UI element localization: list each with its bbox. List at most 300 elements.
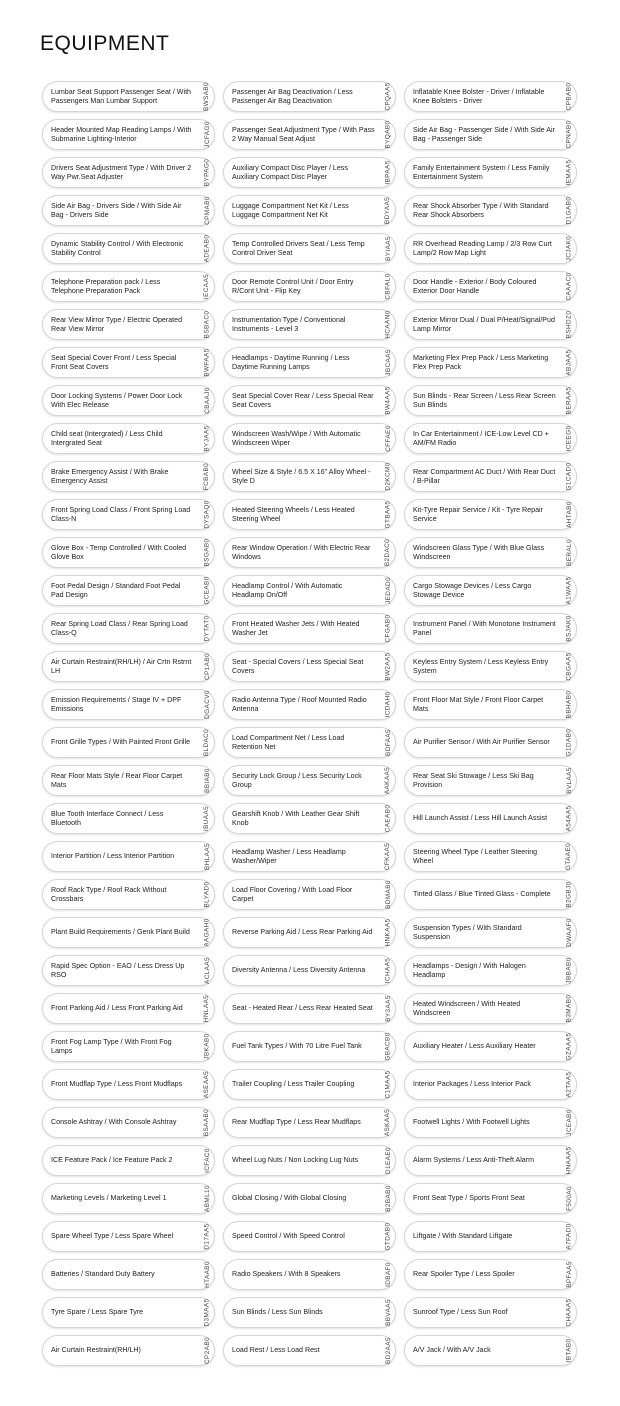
- equipment-description: Family Entertainment System / Less Family Entertainment System: [413, 163, 550, 181]
- equipment-card: [404, 309, 577, 340]
- equipment-description: Keyless Entry System / Less Keyless Entry System: [413, 657, 549, 675]
- equipment-description: Front Floor Mat Style / Front Floor Carpet Mats: [413, 695, 544, 713]
- equipment-code: IDBAF0: [384, 1262, 392, 1287]
- equipment-code: HNLAA5: [203, 994, 211, 1023]
- equipment-card: [404, 1183, 577, 1214]
- equipment-card: [223, 309, 396, 340]
- equipment-code: DYSAQ0: [203, 500, 211, 529]
- equipment-code-wrap: [562, 1108, 576, 1137]
- equipment-card: [223, 651, 396, 682]
- equipment-code: CP1AB0: [203, 653, 211, 680]
- equipment-code-wrap: [562, 234, 576, 263]
- equipment-code: CBFAL0: [384, 273, 392, 300]
- equipment-description: Passenger Air Bag Deactivation / Less Passenger Air Bag Deactivation: [232, 87, 353, 105]
- equipment-card: [404, 1221, 577, 1252]
- equipment-card: [223, 1183, 396, 1214]
- equipment-code: ASEAA5: [203, 1070, 211, 1099]
- equipment-code: BBVAA5: [384, 1299, 392, 1326]
- equipment-code: AAGAH0: [203, 918, 211, 947]
- equipment-code: JEDAD0: [384, 577, 392, 604]
- equipment-description: Instrumentation Type / Conventional Instruments - Level 3: [232, 315, 346, 333]
- equipment-description: In Car Entertainment / ICE-Low Level CD + AM/FM Radio: [413, 429, 549, 447]
- equipment-description: Headlamp Control / With Automatic Headlamp On/Off: [232, 581, 343, 599]
- equipment-code-wrap: [200, 120, 214, 149]
- equipment-card: [223, 81, 396, 112]
- equipment-card: [404, 157, 577, 188]
- equipment-code: A1WAA5: [565, 576, 573, 605]
- equipment-description: Heated Windscreen / With Heated Windscreen: [413, 999, 521, 1017]
- equipment-card: [223, 537, 396, 568]
- equipment-description: Headlamp Washer / Less Headlamp Washer/Wiper: [232, 847, 346, 865]
- equipment-code-wrap: [200, 1108, 214, 1137]
- equipment-code: CFKAA5: [384, 842, 392, 871]
- equipment-code: GBACB0: [384, 1032, 392, 1061]
- equipment-description: Tyre Spare / Less Spare Tyre: [51, 1308, 144, 1316]
- equipment-card: [223, 955, 396, 986]
- equipment-card: [42, 613, 215, 644]
- equipment-description: Front Grille Types / With Painted Front Grille: [51, 738, 191, 746]
- equipment-description: Interior Partition / Less Interior Partition: [51, 852, 175, 860]
- equipment-code-wrap: [381, 196, 395, 225]
- equipment-code-wrap: [200, 956, 214, 985]
- equipment-grid: [42, 81, 577, 1366]
- equipment-code: DYTAT0: [203, 615, 211, 642]
- equipment-description: Front Spring Load Class / Front Spring Load Class-N: [51, 505, 191, 523]
- page-title: EQUIPMENT: [40, 32, 170, 55]
- equipment-description: Suspension Types / With Standard Suspension: [413, 923, 522, 941]
- equipment-card: [42, 347, 215, 378]
- equipment-code: BW4AA5: [384, 386, 392, 415]
- equipment-code-wrap: [562, 386, 576, 415]
- equipment-card: [404, 271, 577, 302]
- equipment-code: DWAAF0: [565, 918, 573, 947]
- equipment-code-wrap: [200, 1146, 214, 1175]
- equipment-card: [42, 1183, 215, 1214]
- equipment-code: BYPAG0: [203, 158, 211, 187]
- equipment-description: Hill Launch Assist / Less Hill Launch Assist: [413, 814, 548, 822]
- equipment-code-wrap: [381, 804, 395, 833]
- equipment-description: Rear Mudflap Type / Less Rear Mudflaps: [232, 1118, 361, 1126]
- equipment-card: [42, 271, 215, 302]
- equipment-description: Door Locking Systems / Power Door Lock With Elec Release: [51, 391, 183, 409]
- equipment-card: [404, 537, 577, 568]
- equipment-description: Side Air Bag - Drivers Side / With Side Air Bag - Drivers Side: [51, 201, 182, 219]
- equipment-code-wrap: [381, 1336, 395, 1365]
- equipment-card: [223, 613, 396, 644]
- equipment-code-wrap: [381, 614, 395, 643]
- equipment-code: JBBAB0: [565, 957, 573, 984]
- equipment-code: CP2AB0: [203, 1337, 211, 1364]
- equipment-description: Rear Spoiler Type / Less Spoiler: [413, 1270, 515, 1278]
- equipment-card: [42, 1297, 215, 1328]
- equipment-code: ICDAH0: [384, 691, 392, 718]
- equipment-card: [42, 233, 215, 264]
- equipment-code: D17AA5: [203, 1223, 211, 1250]
- equipment-code-wrap: [200, 614, 214, 643]
- equipment-code-wrap: [381, 576, 395, 605]
- equipment-code-wrap: [200, 462, 214, 491]
- equipment-code: BYJAA5: [203, 425, 211, 452]
- equipment-card: [223, 347, 396, 378]
- equipment-description: Brake Emergency Assist / With Brake Emergency Assist: [51, 467, 169, 485]
- equipment-card: [404, 917, 577, 948]
- equipment-card: [404, 81, 577, 112]
- equipment-code: ABML10: [203, 1185, 211, 1212]
- equipment-card: [42, 119, 215, 150]
- equipment-code-wrap: [562, 272, 576, 301]
- equipment-card: [404, 1031, 577, 1062]
- equipment-code-wrap: [562, 1298, 576, 1327]
- equipment-card: [223, 1031, 396, 1062]
- equipment-description: Passenger Seat Adjustment Type / With Pass 2 Way Manual Seat Adjust: [232, 125, 375, 143]
- equipment-code-wrap: [562, 1184, 576, 1213]
- equipment-description: Rear Spring Load Class / Rear Spring Load Class-Q: [51, 619, 188, 637]
- equipment-code-wrap: [381, 1298, 395, 1327]
- equipment-description: Door Remote Control Unit / Door Entry R/Cont Unit - Flip Key: [232, 277, 354, 295]
- equipment-description: ICE Feature Pack / Ice Feature Pack 2: [51, 1156, 173, 1164]
- equipment-code-wrap: [200, 994, 214, 1023]
- equipment-description: Batteries / Standard Duty Battery: [51, 1270, 155, 1278]
- equipment-code-wrap: [381, 918, 395, 947]
- equipment-code: ADEAB0: [203, 234, 211, 263]
- equipment-code: DGACV0: [203, 690, 211, 719]
- equipment-code: BDFAA5: [384, 729, 392, 756]
- equipment-description: Seat Special Cover Rear / Less Special Rear Seat Covers: [232, 391, 374, 409]
- equipment-code: HCAAN0: [384, 310, 392, 339]
- equipment-code: ICFAC0: [203, 1148, 211, 1173]
- equipment-code: BVLAA5: [565, 767, 573, 794]
- equipment-code-wrap: [562, 652, 576, 681]
- equipment-card: [404, 651, 577, 682]
- equipment-card: [223, 385, 396, 416]
- equipment-card: [223, 1259, 396, 1290]
- equipment-card: [404, 803, 577, 834]
- equipment-card: [42, 765, 215, 796]
- equipment-description: Security Lock Group / Less Security Lock Group: [232, 771, 362, 789]
- equipment-card: [404, 347, 577, 378]
- equipment-code: BLYAD0: [203, 881, 211, 908]
- equipment-card: [404, 499, 577, 530]
- equipment-code-wrap: [381, 462, 395, 491]
- equipment-code-wrap: [562, 1222, 576, 1251]
- equipment-code-wrap: [562, 348, 576, 377]
- equipment-code: A54AA5: [565, 805, 573, 832]
- equipment-description: Reverse Parking Aid / Less Rear Parking Aid: [232, 928, 373, 936]
- equipment-card: [42, 955, 215, 986]
- equipment-description: Sun Blinds - Rear Screen / Less Rear Screen Sun Blinds: [413, 391, 556, 409]
- equipment-code-wrap: [200, 424, 214, 453]
- equipment-code: CBAAJ0: [203, 387, 211, 414]
- equipment-code: ASKAA5: [384, 1108, 392, 1137]
- equipment-code: B2BAB0: [384, 1185, 392, 1212]
- equipment-card: [223, 917, 396, 948]
- equipment-description: Load Rest / Less Load Rest: [232, 1346, 320, 1354]
- equipment-code-wrap: [200, 690, 214, 719]
- equipment-description: Rapid Spec Option - EAO / Less Dress Up RSO: [51, 961, 185, 979]
- equipment-description: Load Compartment Net / Less Load Retention Net: [232, 733, 345, 751]
- equipment-code-wrap: [200, 766, 214, 795]
- equipment-code-wrap: [200, 386, 214, 415]
- equipment-code-wrap: [381, 158, 395, 187]
- equipment-code-wrap: [381, 310, 395, 339]
- equipment-description: Headlamps - Design / With Halogen Headlamp: [413, 961, 526, 979]
- equipment-description: Speed Control / With Speed Control: [232, 1232, 345, 1240]
- equipment-description: Diversity Antenna / Less Diversity Antenna: [232, 966, 366, 974]
- equipment-code: G1DAB0: [565, 728, 573, 757]
- equipment-card: [223, 423, 396, 454]
- equipment-code: CPQAA5: [384, 82, 392, 111]
- equipment-card: [42, 309, 215, 340]
- equipment-description: Console Ashtray / With Console Ashtray: [51, 1118, 177, 1126]
- equipment-code-wrap: [200, 1184, 214, 1213]
- equipment-code: BYIAA5: [384, 236, 392, 261]
- equipment-code: BERAL0: [565, 539, 573, 566]
- equipment-description: Sunroof Type / Less Sun Roof: [413, 1308, 508, 1316]
- equipment-code-wrap: [200, 804, 214, 833]
- equipment-description: Interior Packages / Less Interior Pack: [413, 1080, 531, 1088]
- equipment-code-wrap: [562, 120, 576, 149]
- equipment-code-wrap: [562, 1070, 576, 1099]
- equipment-card: [404, 1069, 577, 1100]
- equipment-card: [223, 195, 396, 226]
- equipment-card: [223, 879, 396, 910]
- equipment-code: IEMAA5: [565, 159, 573, 186]
- equipment-card: [42, 1031, 215, 1062]
- equipment-description: Alarm Systems / Less Anti-Theft Alarm: [413, 1156, 535, 1164]
- equipment-description: Dynamic Stability Control / With Electronic Stability Control: [51, 239, 184, 257]
- equipment-code-wrap: [562, 538, 576, 567]
- equipment-description: Spare Wheel Type / Less Spare Wheel: [51, 1232, 174, 1240]
- equipment-description: Seat - Special Covers / Less Special Seat Covers: [232, 657, 364, 675]
- equipment-card: [42, 651, 215, 682]
- equipment-description: RR Overhead Reading Lamp / 2/3 Row Curt Lamp/2 Row Map Light: [413, 239, 552, 257]
- equipment-card: [42, 461, 215, 492]
- equipment-card: [404, 727, 577, 758]
- equipment-card: [404, 1335, 577, 1366]
- equipment-card: [42, 841, 215, 872]
- equipment-code-wrap: [381, 1032, 395, 1061]
- equipment-code-wrap: [562, 462, 576, 491]
- equipment-description: Exterior Mirror Dual / Dual P/Heat/Signal/Pud Lamp Mirror: [413, 315, 555, 333]
- equipment-code-wrap: [200, 82, 214, 111]
- equipment-card: [42, 1259, 215, 1290]
- equipment-description: Gearshift Knob / With Leather Gear Shift Knob: [232, 809, 360, 827]
- equipment-card: [42, 1107, 215, 1138]
- equipment-card: [404, 765, 577, 796]
- equipment-card: [404, 233, 577, 264]
- equipment-code: BLDAC0: [203, 728, 211, 757]
- equipment-code: IBUAA5: [203, 805, 211, 832]
- equipment-code-wrap: [562, 956, 576, 985]
- equipment-code: GTAAE0: [565, 842, 573, 871]
- equipment-code-wrap: [381, 1070, 395, 1099]
- equipment-description: Rear View Mirror Type / Electric Operated Rear View Mirror: [51, 315, 183, 333]
- equipment-code-wrap: [200, 348, 214, 377]
- equipment-code: G1CAD0: [565, 462, 573, 491]
- equipment-code: GCEAB0: [203, 576, 211, 605]
- equipment-code-wrap: [200, 196, 214, 225]
- equipment-code-wrap: [562, 994, 576, 1023]
- equipment-card: [42, 1335, 215, 1366]
- equipment-description: Fuel Tank Types / With 70 Litre Fuel Tank: [232, 1042, 362, 1050]
- equipment-description: Roof Rack Type / Roof Rack Without Crossbars: [51, 885, 167, 903]
- equipment-code: IBTAB0: [565, 1338, 573, 1363]
- equipment-description: Temp Controlled Drivers Seat / Less Temp Control Driver Seat: [232, 239, 365, 257]
- equipment-code: ABJAA5: [565, 349, 573, 376]
- equipment-description: Front Parking Aid / Less Front Parking Aid: [51, 1004, 183, 1012]
- equipment-description: Radio Speakers / With 8 Speakers: [232, 1270, 341, 1278]
- equipment-code: BHLAA5: [203, 843, 211, 870]
- equipment-description: Windscreen Glass Type / With Blue Glass Windscreen: [413, 543, 545, 561]
- equipment-code-wrap: [200, 158, 214, 187]
- equipment-code-wrap: [381, 120, 395, 149]
- equipment-card: [42, 917, 215, 948]
- equipment-description: Tinted Glass / Blue Tinted Glass - Complete: [413, 890, 551, 898]
- equipment-code: CAEAB0: [384, 804, 392, 833]
- equipment-description: Liftgate / With Standard Liftgate: [413, 1232, 513, 1240]
- equipment-code-wrap: [562, 690, 576, 719]
- equipment-code-wrap: [381, 1260, 395, 1289]
- equipment-code-wrap: [200, 234, 214, 263]
- equipment-code: BWSAB0: [203, 81, 211, 112]
- equipment-code-wrap: [562, 1032, 576, 1061]
- equipment-code-wrap: [562, 842, 576, 871]
- equipment-description: Side Air Bag - Passenger Side / With Side Air Bag - Passenger Side: [413, 125, 555, 143]
- equipment-card: [404, 1145, 577, 1176]
- equipment-code-wrap: [562, 310, 576, 339]
- equipment-description: Inflatable Knee Bolster - Driver / Inflatable Knee Bolsters - Driver: [413, 87, 545, 105]
- equipment-card: [404, 195, 577, 226]
- equipment-code-wrap: [562, 82, 576, 111]
- equipment-code: BBHAB0: [565, 690, 573, 719]
- equipment-description: Load Floor Covering / With Load Floor Carpet: [232, 885, 353, 903]
- equipment-code-wrap: [381, 842, 395, 871]
- equipment-code-wrap: [200, 1260, 214, 1289]
- equipment-description: Rear Floor Mats Style / Rear Floor Carpet Mats: [51, 771, 183, 789]
- equipment-description: Wheel Size & Style / 6.5 X 16" Alloy Wheel - Style D: [232, 467, 371, 485]
- equipment-description: Radio Antenna Type / Roof Mounted Radio Antenna: [232, 695, 367, 713]
- equipment-description: Air Purifier Sensor / With Air Purifier Sensor: [413, 738, 550, 746]
- equipment-code-wrap: [381, 1222, 395, 1251]
- equipment-code: ICEEG0: [565, 425, 573, 452]
- equipment-card: [223, 765, 396, 796]
- equipment-code: BSAAB0: [203, 1108, 211, 1137]
- equipment-code: JBKAB0: [203, 1033, 211, 1060]
- equipment-card: [223, 575, 396, 606]
- equipment-code: HNAAA5: [565, 1146, 573, 1175]
- equipment-code-wrap: [200, 918, 214, 947]
- equipment-code: CHAAA5: [565, 1298, 573, 1327]
- equipment-code-wrap: [381, 728, 395, 757]
- equipment-description: Windscreen Wash/Wipe / With Automatic Windscreen Wiper: [232, 429, 361, 447]
- equipment-card: [42, 1221, 215, 1252]
- equipment-code-wrap: [562, 728, 576, 757]
- equipment-code: CFGAB0: [384, 614, 392, 643]
- equipment-card: [404, 1259, 577, 1290]
- equipment-card: [223, 1335, 396, 1366]
- equipment-code: JBCAA5: [384, 349, 392, 376]
- equipment-description: Sun Blinds / Less Sun Blinds: [232, 1308, 323, 1316]
- equipment-description: Emission Requirements / Stage IV + DPF Emissions: [51, 695, 182, 713]
- equipment-code: BDYAA5: [384, 196, 392, 225]
- equipment-description: Cargo Stowage Devices / Less Cargo Stowage Device: [413, 581, 532, 599]
- equipment-card: [223, 233, 396, 264]
- equipment-code: A7FAD0: [565, 1223, 573, 1250]
- equipment-description: Blue Tooth Interface Connect / Less Bluetooth: [51, 809, 164, 827]
- equipment-card: [42, 1145, 215, 1176]
- equipment-code: B2DAC0: [384, 538, 392, 567]
- equipment-card: [42, 879, 215, 910]
- equipment-code: BSGAB0: [203, 538, 211, 567]
- equipment-description: Instrument Panel / With Monotone Instrument Panel: [413, 619, 556, 637]
- equipment-code: GTDAB0: [384, 1222, 392, 1251]
- equipment-code: BYQAB0: [384, 120, 392, 149]
- equipment-code-wrap: [200, 310, 214, 339]
- equipment-card: [404, 575, 577, 606]
- equipment-description: Rear Seat Ski Stowage / Less Ski Bag Provision: [413, 771, 534, 789]
- equipment-code: CBGAA5: [565, 652, 573, 681]
- equipment-code-wrap: [381, 82, 395, 111]
- equipment-code-wrap: [200, 1070, 214, 1099]
- equipment-code-wrap: [381, 348, 395, 377]
- equipment-code-wrap: [381, 234, 395, 263]
- equipment-code-wrap: [381, 538, 395, 567]
- equipment-card: [404, 119, 577, 150]
- equipment-card: [223, 1069, 396, 1100]
- equipment-code: AAKAA5: [384, 766, 392, 795]
- equipment-code: GTBAA5: [384, 500, 392, 529]
- equipment-code: CPMAB0: [203, 196, 211, 225]
- equipment-card: [223, 803, 396, 834]
- equipment-code: IBPAA5: [384, 160, 392, 185]
- equipment-card: [42, 157, 215, 188]
- equipment-card: [223, 1145, 396, 1176]
- equipment-code: D1EAE0: [384, 1147, 392, 1174]
- equipment-card: [42, 803, 215, 834]
- equipment-code-wrap: [200, 880, 214, 909]
- equipment-card: [404, 993, 577, 1024]
- equipment-card: [223, 157, 396, 188]
- equipment-code-wrap: [200, 1222, 214, 1251]
- equipment-card: [42, 385, 215, 416]
- equipment-code-wrap: [562, 196, 576, 225]
- equipment-code-wrap: [200, 842, 214, 871]
- equipment-card: [223, 993, 396, 1024]
- equipment-code: B2GBJ0: [565, 881, 573, 908]
- equipment-description: Rear Shock Absorber Type / With Standard Rear Shock Absorbers: [413, 201, 549, 219]
- equipment-code: BW2AA5: [384, 652, 392, 681]
- equipment-code-wrap: [381, 424, 395, 453]
- equipment-description: Plant Build Requirements / Genk Plant Build: [51, 928, 190, 936]
- equipment-description: Trailer Coupling / Less Trailer Coupling: [232, 1080, 355, 1088]
- equipment-code: BPFAA5: [565, 1261, 573, 1288]
- equipment-card: [223, 1221, 396, 1252]
- equipment-code: F500A0: [565, 1186, 573, 1211]
- equipment-code: ACLAA5: [203, 957, 211, 984]
- equipment-code-wrap: [381, 690, 395, 719]
- equipment-code: BD2AA5: [384, 1337, 392, 1364]
- equipment-code-wrap: [562, 1260, 576, 1289]
- equipment-card: [42, 537, 215, 568]
- equipment-code-wrap: [562, 500, 576, 529]
- equipment-description: Lumbar Seat Support Passenger Seat / With Passengers Man Lumbar Support: [51, 87, 191, 105]
- equipment-card: [404, 461, 577, 492]
- equipment-card: [223, 689, 396, 720]
- equipment-card: [404, 689, 577, 720]
- equipment-description: Auxiliary Compact Disc Player / Less Auxiliary Compact Disc Player: [232, 163, 348, 181]
- equipment-code-wrap: [562, 614, 576, 643]
- equipment-card: [223, 119, 396, 150]
